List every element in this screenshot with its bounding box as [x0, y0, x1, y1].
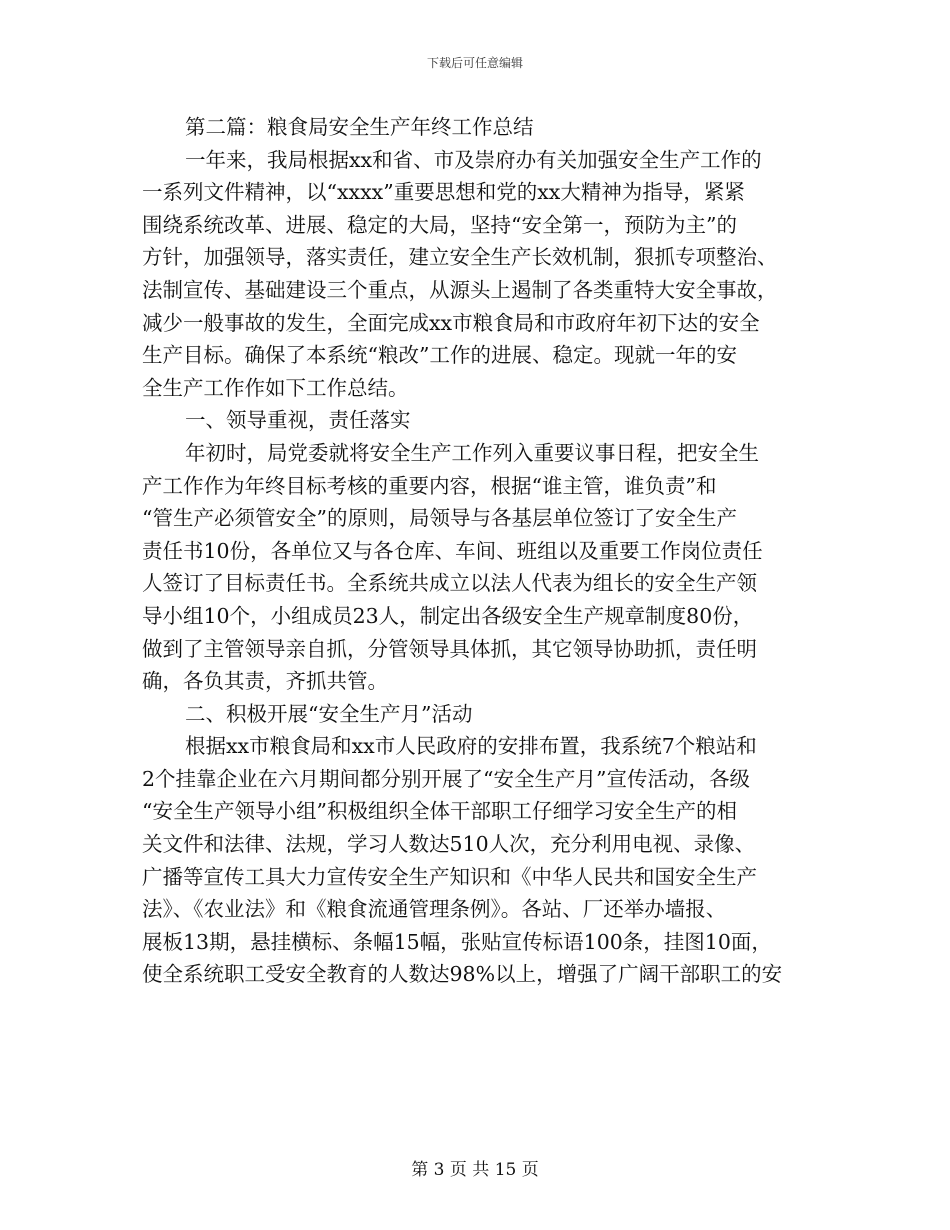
text-line: 展板13期，悬挂横标、条幅15幅，张贴宣传标语100条，挂图10面， — [142, 929, 772, 954]
text-line: 法制宣传、基础建设三个重点，从源头上遏制了各类重特大安全事故， — [142, 277, 778, 302]
text-line: 围绕系统改革、进展、稳定的大局，坚持“安全第一，预防为主”的 — [142, 212, 737, 237]
text-line: 全生产工作作如下工作总结。 — [142, 375, 409, 400]
text-line: 减少一般事故的发生，全面完成xx市粮食局和市政府年初下达的安全 — [142, 310, 760, 335]
text-line: 生产目标。确保了本系统“粮改”工作的进展、稳定。现就一年的安 — [142, 343, 737, 368]
text-line: 方针，加强领导，落实责任，建立安全生产长效机制，狠抓专项整治、 — [142, 245, 778, 270]
text-line: 年初时，局党委就将安全生产工作列入重要议事日程，把安全生 — [185, 440, 759, 465]
text-line: 一年来，我局根据xx和省、市及崇府办有关加强安全生产工作的 — [185, 147, 762, 172]
text-line: 2个挂靠企业在六月期间都分别开展了“安全生产月”宣传活动，各级 — [142, 766, 751, 791]
text-line: 责任书10份，各单位又与各仓库、车间、班组以及重要工作岗位责任 — [142, 538, 763, 563]
text-line: 二、积极开展“安全生产月”活动 — [185, 701, 473, 726]
text-line: 导小组10个，小组成员23人，制定出各级安全生产规章制度80份， — [142, 603, 754, 628]
text-line: “管生产必须管安全”的原则，局领导与各基层单位签订了安全生产 — [142, 506, 737, 531]
text-line: 做到了主管领导亲自抓，分管领导具体抓，其它领导协助抓，责任明 — [142, 636, 757, 661]
text-line: 一、领导重视，责任落实 — [185, 408, 411, 433]
text-line: 关文件和法律、法规，学习人数达510人次，充分利用电视、录像、 — [142, 832, 756, 857]
text-line: 确，各负其责，齐抓共管。 — [142, 669, 388, 694]
header-note: 下载后可任意编辑 — [426, 56, 523, 70]
text-line: 一系列文件精神，以“xxxx”重要思想和党的xx大精神为指导，紧紧 — [142, 180, 745, 205]
text-line: 第二篇：粮食局安全生产年终工作总结 — [185, 115, 534, 139]
text-line: “安全生产领导小组”积极组织全体干部职工仔细学习安全生产的相 — [142, 799, 737, 824]
text-line: 使全系统职工受安全教育的人数达98%以上，增强了广阔干部职工的安 — [142, 962, 783, 987]
text-line: 人签订了目标责任书。全系统共成立以法人代表为组长的安全生产领 — [142, 571, 757, 596]
text-line: 法》、《农业法》和《粮食流通管理条例》。各站、厂还举办墙报、 — [142, 897, 727, 922]
page-number-footer: 第 3 页 共 15 页 — [411, 1160, 539, 1180]
text-line: 根据xx市粮食局和xx市人民政府的安排布置，我系统7个粮站和 — [185, 734, 757, 759]
text-line: 广播等宣传工具大力宣传安全生产知识和《中华人民共和国安全生产 — [142, 864, 757, 889]
document-body — [142, 111, 802, 991]
text-line: 产工作作为年终目标考核的重要内容，根据“谁主管，谁负责”和 — [142, 473, 717, 498]
